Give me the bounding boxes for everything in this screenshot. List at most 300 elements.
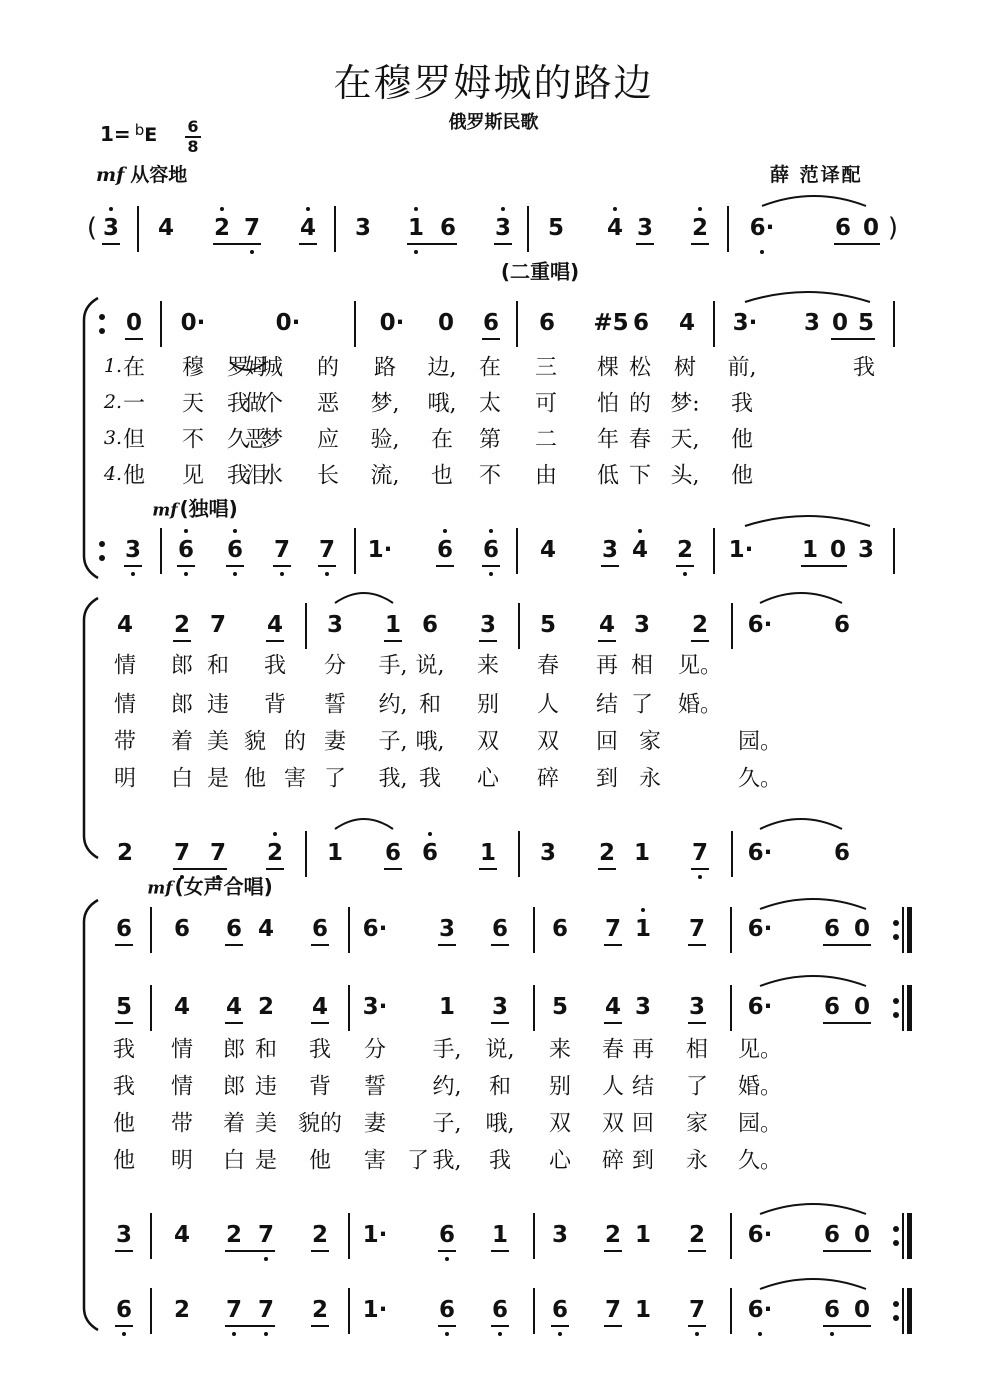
lyric-syllable: 心 (476, 766, 500, 792)
lyric-syllable: 不 (478, 463, 502, 489)
duet-label: (二重唱) (500, 259, 580, 284)
verse-number: 3. (103, 427, 123, 449)
note: 3 (326, 612, 344, 638)
lyric-syllable: 明 (113, 766, 137, 792)
lyric-syllable: 姆 (244, 355, 268, 381)
note: 1 (491, 1222, 509, 1248)
note: 3 (636, 215, 654, 241)
lyric-syllable: 碎 (536, 766, 560, 792)
lyric-syllable: 三 (534, 355, 558, 381)
note: 6 (482, 537, 500, 563)
lyric-syllable: 我, (432, 1148, 462, 1174)
lyric-syllable: 别 (548, 1074, 572, 1100)
lyric-syllable: 罗 (226, 355, 250, 381)
note: 3 (857, 537, 875, 563)
note: 6 (225, 916, 243, 942)
slur (335, 819, 393, 829)
note: 7 (257, 1297, 275, 1323)
lyric-syllable: 在 (478, 355, 502, 381)
lyric-syllable: 天 (181, 391, 205, 417)
lyric-syllable: 双 (601, 1111, 625, 1137)
lyric-syllable: 永 (685, 1148, 709, 1174)
note: 1 (384, 612, 402, 638)
slur (760, 1279, 866, 1289)
note: 1 (326, 840, 344, 866)
note: 3 (438, 916, 456, 942)
lyric-syllable: 的 (283, 729, 307, 755)
lyric-syllable: 相 (630, 653, 654, 679)
lyric-syllable: 人 (536, 692, 560, 718)
note: 6 (421, 612, 439, 638)
note: 6 (551, 916, 569, 942)
system-brace (84, 900, 98, 1330)
lyric-syllable: 恶 (244, 427, 268, 453)
dynamic-mf: mf (96, 164, 125, 186)
lyric-syllable: 在 (122, 355, 146, 381)
lyric-syllable: 春 (601, 1037, 625, 1063)
lyric-syllable: 结 (595, 692, 619, 718)
note: 4 (604, 994, 622, 1020)
lyric-syllable: 二 (534, 427, 558, 453)
song-subtitle: 俄罗斯民歌 (448, 112, 539, 133)
lyric-syllable: 子, (432, 1111, 462, 1137)
lyric-syllable: 双 (476, 729, 500, 755)
lyric-syllable: 他 (308, 1148, 332, 1174)
lyric-syllable: 城 (260, 355, 284, 381)
lyric-syllable: 着 (222, 1111, 246, 1137)
note: 3· (362, 994, 388, 1020)
lyric-syllable: 说, (415, 653, 445, 679)
note: 0 (125, 310, 143, 336)
note: 6 (438, 1222, 456, 1248)
note: 2 (311, 1222, 329, 1248)
lyric-syllable: 第 (478, 427, 502, 453)
lyric-syllable: 下 (628, 463, 652, 489)
note: 2 (257, 994, 275, 1020)
note: 4 (539, 537, 557, 563)
lyric-syllable: 背 (308, 1074, 332, 1100)
lyric-syllable: 哦, (415, 729, 445, 755)
lyric-syllable: 我 (730, 391, 754, 417)
lyric-syllable: 怕 (596, 391, 620, 417)
lyric-syllable: 久 (226, 427, 250, 453)
note: 0 (831, 310, 849, 336)
note: 2 (173, 1297, 191, 1323)
note: 6· (747, 916, 773, 942)
lyric-syllable: 郎 (170, 653, 194, 679)
lyric-syllable: 见。 (737, 1037, 783, 1063)
note: 3 (551, 1222, 569, 1248)
lyric-syllable: 妻 (323, 729, 347, 755)
lyric-syllable: 再 (631, 1037, 655, 1063)
note: 7 (257, 1222, 275, 1248)
lyric-syllable: 情 (113, 653, 137, 679)
translator-credit: 薛 范译配 (770, 164, 863, 186)
note: 7 (691, 840, 709, 866)
note: 4 (678, 310, 696, 336)
lyric-syllable: 婚。 (677, 692, 723, 718)
lyric-syllable: 哦, (427, 391, 457, 417)
note: 0· (275, 310, 301, 336)
lyric-syllable: 水 (260, 463, 284, 489)
note: 1 (801, 537, 819, 563)
note: 3 (601, 537, 619, 563)
key-prefix: 1= (100, 122, 131, 146)
lyric-syllable: 在 (430, 427, 454, 453)
note: 6 (482, 310, 500, 336)
note: 7 (688, 916, 706, 942)
lyric-syllable: 碎 (601, 1148, 625, 1174)
note: 3 (539, 840, 557, 866)
flat-sign: b (134, 121, 145, 139)
lyric-syllable: 来 (476, 653, 500, 679)
note: 0 (853, 1297, 871, 1323)
note: 5 (547, 215, 565, 241)
close-paren: ) (887, 213, 899, 243)
note: 1 (634, 916, 652, 942)
lyric-syllable: 到 (595, 766, 619, 792)
lyric-syllable: 背 (263, 692, 287, 718)
note: 2 (266, 840, 284, 866)
note: 6· (747, 994, 773, 1020)
note: 2 (691, 215, 709, 241)
lyric-syllable: 久。 (737, 766, 783, 792)
lyric-syllable: 回 (631, 1111, 655, 1137)
lyric-syllable: 家 (685, 1111, 709, 1137)
lyric-syllable: 貌 (243, 729, 267, 755)
note: 7 (604, 916, 622, 942)
lyric-syllable: 低 (596, 463, 620, 489)
note: 4 (598, 612, 616, 638)
note: 1 (633, 840, 651, 866)
song-title: 在穆罗姆城的路边 (333, 61, 654, 105)
lyric-syllable: 再 (595, 653, 619, 679)
lyric-syllable: 他 (730, 463, 754, 489)
note: 6 (823, 916, 841, 942)
note: 7 (209, 612, 227, 638)
note: 6 (833, 612, 851, 638)
note: 3 (354, 215, 372, 241)
note: 6 (226, 537, 244, 563)
lyric-syllable: 我 (263, 653, 287, 679)
note: 1 (634, 1222, 652, 1248)
note: 3 (633, 612, 651, 638)
note: 6 (173, 916, 191, 942)
key-tonic: E (144, 124, 158, 146)
lyric-syllable: 郎 (222, 1074, 246, 1100)
lyric-syllable: 园。 (737, 1111, 783, 1137)
solo-text: (独唱) (179, 496, 238, 521)
lyric-syllable: 明 (170, 1148, 194, 1174)
lyric-syllable: 了 (323, 766, 347, 792)
lyric-syllable: 貌的 (297, 1111, 343, 1137)
lyric-syllable: 说, (485, 1037, 515, 1063)
lyric-syllable: 来 (548, 1037, 572, 1063)
lyric-syllable: 到 (631, 1148, 655, 1174)
lyric-syllable: 应 (316, 427, 340, 453)
lyric-syllable: 别 (476, 692, 500, 718)
lyric-syllable: 人 (601, 1074, 625, 1100)
lyric-syllable: 棵 (596, 355, 620, 381)
lyric-syllable: 我 (112, 1074, 136, 1100)
note: 1 (407, 215, 425, 241)
lyric-syllable: 郎 (170, 692, 194, 718)
lyric-syllable: 是 (254, 1148, 278, 1174)
lyric-syllable: 违 (206, 692, 230, 718)
note: 6· (362, 916, 388, 942)
lyric-syllable: 流, (370, 463, 400, 489)
lyric-syllable: 树 (673, 355, 697, 381)
lyric-syllable: 妻 (363, 1111, 387, 1137)
verse-number: 2. (103, 391, 123, 413)
slur (762, 196, 866, 206)
lyric-syllable: 也 (430, 463, 454, 489)
lyric-syllable: 白 (170, 766, 194, 792)
lyric-syllable: 太 (478, 391, 502, 417)
lyric-syllable: 分 (363, 1037, 387, 1063)
lyric-syllable: 誓 (323, 692, 347, 718)
note: 1· (367, 537, 393, 563)
lyric-syllable: 不 (181, 427, 205, 453)
note: 3 (102, 215, 120, 241)
lyric-syllable: 结 (631, 1074, 655, 1100)
lyric-syllable: 违 (254, 1074, 278, 1100)
note: 4 (257, 916, 275, 942)
note: 2 (225, 1222, 243, 1248)
note: 5 (115, 994, 133, 1020)
note: 3· (732, 310, 758, 336)
lyric-syllable: 和 (254, 1037, 278, 1063)
dynamic-mf: mf (147, 878, 173, 899)
note: 6 (834, 215, 852, 241)
note: 7 (318, 537, 336, 563)
lyric-syllable: 春 (536, 653, 560, 679)
note: 0 (853, 1222, 871, 1248)
lyric-syllable: 是 (206, 766, 230, 792)
note: 2 (688, 1222, 706, 1248)
note: 3 (494, 215, 512, 241)
note: 3 (115, 1222, 133, 1248)
lyric-syllable: 他 (122, 463, 146, 489)
lyric-syllable: 害 (283, 766, 307, 792)
slur (760, 1204, 866, 1214)
lyric-syllable: 回 (595, 729, 619, 755)
note: 4 (225, 994, 243, 1020)
lyric-syllable: 我 (112, 1037, 136, 1063)
note: 6· (747, 1297, 773, 1323)
lyric-syllable: 美 (206, 729, 230, 755)
lyric-syllable: 害 (363, 1148, 387, 1174)
lyric-syllable: 但 (122, 427, 146, 453)
note: 2 (213, 215, 231, 241)
lyric-syllable: 前, (727, 355, 757, 381)
lyric-syllable: 他 (730, 427, 754, 453)
note: 4 (173, 1222, 191, 1248)
note: 7 (604, 1297, 622, 1323)
note: 6 (436, 537, 454, 563)
note: 0 (862, 215, 880, 241)
note: 4 (116, 612, 134, 638)
lyric-syllable: 和 (488, 1074, 512, 1100)
lyric-syllable: 手, (378, 653, 408, 679)
open-paren: ( (86, 213, 98, 243)
lyric-syllable: 边, (427, 355, 457, 381)
meter-bottom: 8 (187, 137, 199, 156)
lyric-syllable: 双 (536, 729, 560, 755)
note: 1· (362, 1297, 388, 1323)
note: 4 (299, 215, 317, 241)
note: 6 (438, 1297, 456, 1323)
slur (760, 593, 842, 603)
note: 2 (604, 1222, 622, 1248)
verse-number: 4. (103, 463, 123, 485)
note: 0· (379, 310, 405, 336)
note: 6 (491, 916, 509, 942)
note: 5 (857, 310, 875, 336)
note: 4 (157, 215, 175, 241)
lyric-syllable: 了 (630, 692, 654, 718)
note: 3 (634, 994, 652, 1020)
note: #5 (593, 310, 629, 336)
note: 2 (676, 537, 694, 563)
lyric-syllable: 我, (378, 766, 408, 792)
note: 2 (691, 612, 709, 638)
note: 1· (362, 1222, 388, 1248)
lyric-syllable: 哦, (485, 1111, 515, 1137)
lyric-syllable: 双 (548, 1111, 572, 1137)
note: 5 (539, 612, 557, 638)
lyric-syllable: 见。 (677, 653, 723, 679)
lyric-syllable: 带 (170, 1111, 194, 1137)
note: 6 (439, 215, 457, 241)
note: 6 (311, 916, 329, 942)
lyric-syllable: 个 (260, 391, 284, 417)
lyric-syllable: 天, (670, 427, 700, 453)
lyric-syllable: 泪 (244, 463, 268, 489)
note: 2 (116, 840, 134, 866)
note: 6 (115, 916, 133, 942)
note: 6 (384, 840, 402, 866)
slur (745, 292, 870, 302)
note: 6 (833, 840, 851, 866)
lyric-syllable: 路 (373, 355, 397, 381)
lyric-syllable: 梦, (370, 391, 400, 417)
lyric-syllable: 他 (112, 1111, 136, 1137)
note: 6 (823, 994, 841, 1020)
lyric-syllable: 我 (226, 391, 250, 417)
note: 6 (823, 1222, 841, 1248)
lyric-syllable: 誓 (363, 1074, 387, 1100)
lyric-syllable: 约, (432, 1074, 462, 1100)
note: 0 (853, 994, 871, 1020)
lyric-syllable: 做 (244, 391, 268, 417)
lyric-syllable: 我 (226, 463, 250, 489)
lyric-syllable: 带 (113, 729, 137, 755)
note: 2 (173, 612, 191, 638)
note: 3 (479, 612, 497, 638)
note: 7 (243, 215, 261, 241)
note: 1 (479, 840, 497, 866)
lyric-syllable: 和 (418, 692, 442, 718)
lyric-syllable: 梦 (260, 427, 284, 453)
lyric-syllable: 永 (638, 766, 662, 792)
lyric-syllable: 恶 (316, 391, 340, 417)
note: 6· (747, 612, 773, 638)
note: 6 (491, 1297, 509, 1323)
verse-number: 1. (103, 355, 123, 377)
lyric-syllable: 穆 (181, 355, 205, 381)
system-brace (84, 298, 98, 578)
lyric-syllable: 情 (170, 1074, 194, 1100)
lyric-syllable: 的 (628, 391, 652, 417)
note: 1 (634, 1297, 652, 1323)
lyric-syllable: 长 (316, 463, 340, 489)
lyric-syllable: 约, (378, 692, 408, 718)
note: 0· (180, 310, 206, 336)
note: 6 (551, 1297, 569, 1323)
lyric-syllable: 我 (418, 766, 442, 792)
lyric-syllable: 他 (112, 1148, 136, 1174)
note: 6· (749, 215, 775, 241)
lyric-syllable: 家 (638, 729, 662, 755)
lyric-syllable: 由 (534, 463, 558, 489)
slur (760, 819, 842, 829)
note: 7 (209, 840, 227, 866)
note: 6 (632, 310, 650, 336)
lyric-syllable: 分 (323, 653, 347, 679)
note: 2 (311, 1297, 329, 1323)
note: 6 (538, 310, 556, 336)
note: 0 (853, 916, 871, 942)
slur (335, 593, 393, 603)
note: 3 (688, 994, 706, 1020)
lyric-syllable: 我 (308, 1037, 332, 1063)
system-brace (84, 598, 98, 858)
note: 4 (606, 215, 624, 241)
note: 6 (421, 840, 439, 866)
slur (760, 899, 866, 909)
lyric-syllable: 和 (206, 653, 230, 679)
note: 0 (829, 537, 847, 563)
note: 1 (438, 994, 456, 1020)
slur (230, 362, 266, 370)
note: 6 (177, 537, 195, 563)
lyric-syllable: 美 (254, 1111, 278, 1137)
lyric-syllable: 情 (113, 692, 137, 718)
lyric-syllable: 年 (596, 427, 620, 453)
lyric-syllable: 梦: (670, 391, 700, 417)
lyric-syllable: 郎 (222, 1037, 246, 1063)
lyric-syllable: 了 (406, 1148, 430, 1174)
lyric-syllable: 子, (378, 729, 408, 755)
lyric-syllable: 情 (170, 1037, 194, 1063)
tempo-text: 从容地 (130, 164, 188, 186)
lyric-syllable: 松 (628, 355, 652, 381)
slur (760, 976, 866, 986)
lyric-syllable: 验, (370, 427, 400, 453)
dynamic-mf: mf (152, 500, 178, 521)
slur (745, 516, 870, 526)
note: 2 (598, 840, 616, 866)
note: 3 (803, 310, 821, 336)
lyric-syllable: 他 (243, 766, 267, 792)
note: 6 (823, 1297, 841, 1323)
lyric-syllable: 一 (122, 391, 146, 417)
lyric-syllable: 久。 (737, 1148, 783, 1174)
lyric-syllable: 手, (432, 1037, 462, 1063)
meter-top: 6 (187, 117, 199, 136)
note: 0 (437, 310, 455, 336)
